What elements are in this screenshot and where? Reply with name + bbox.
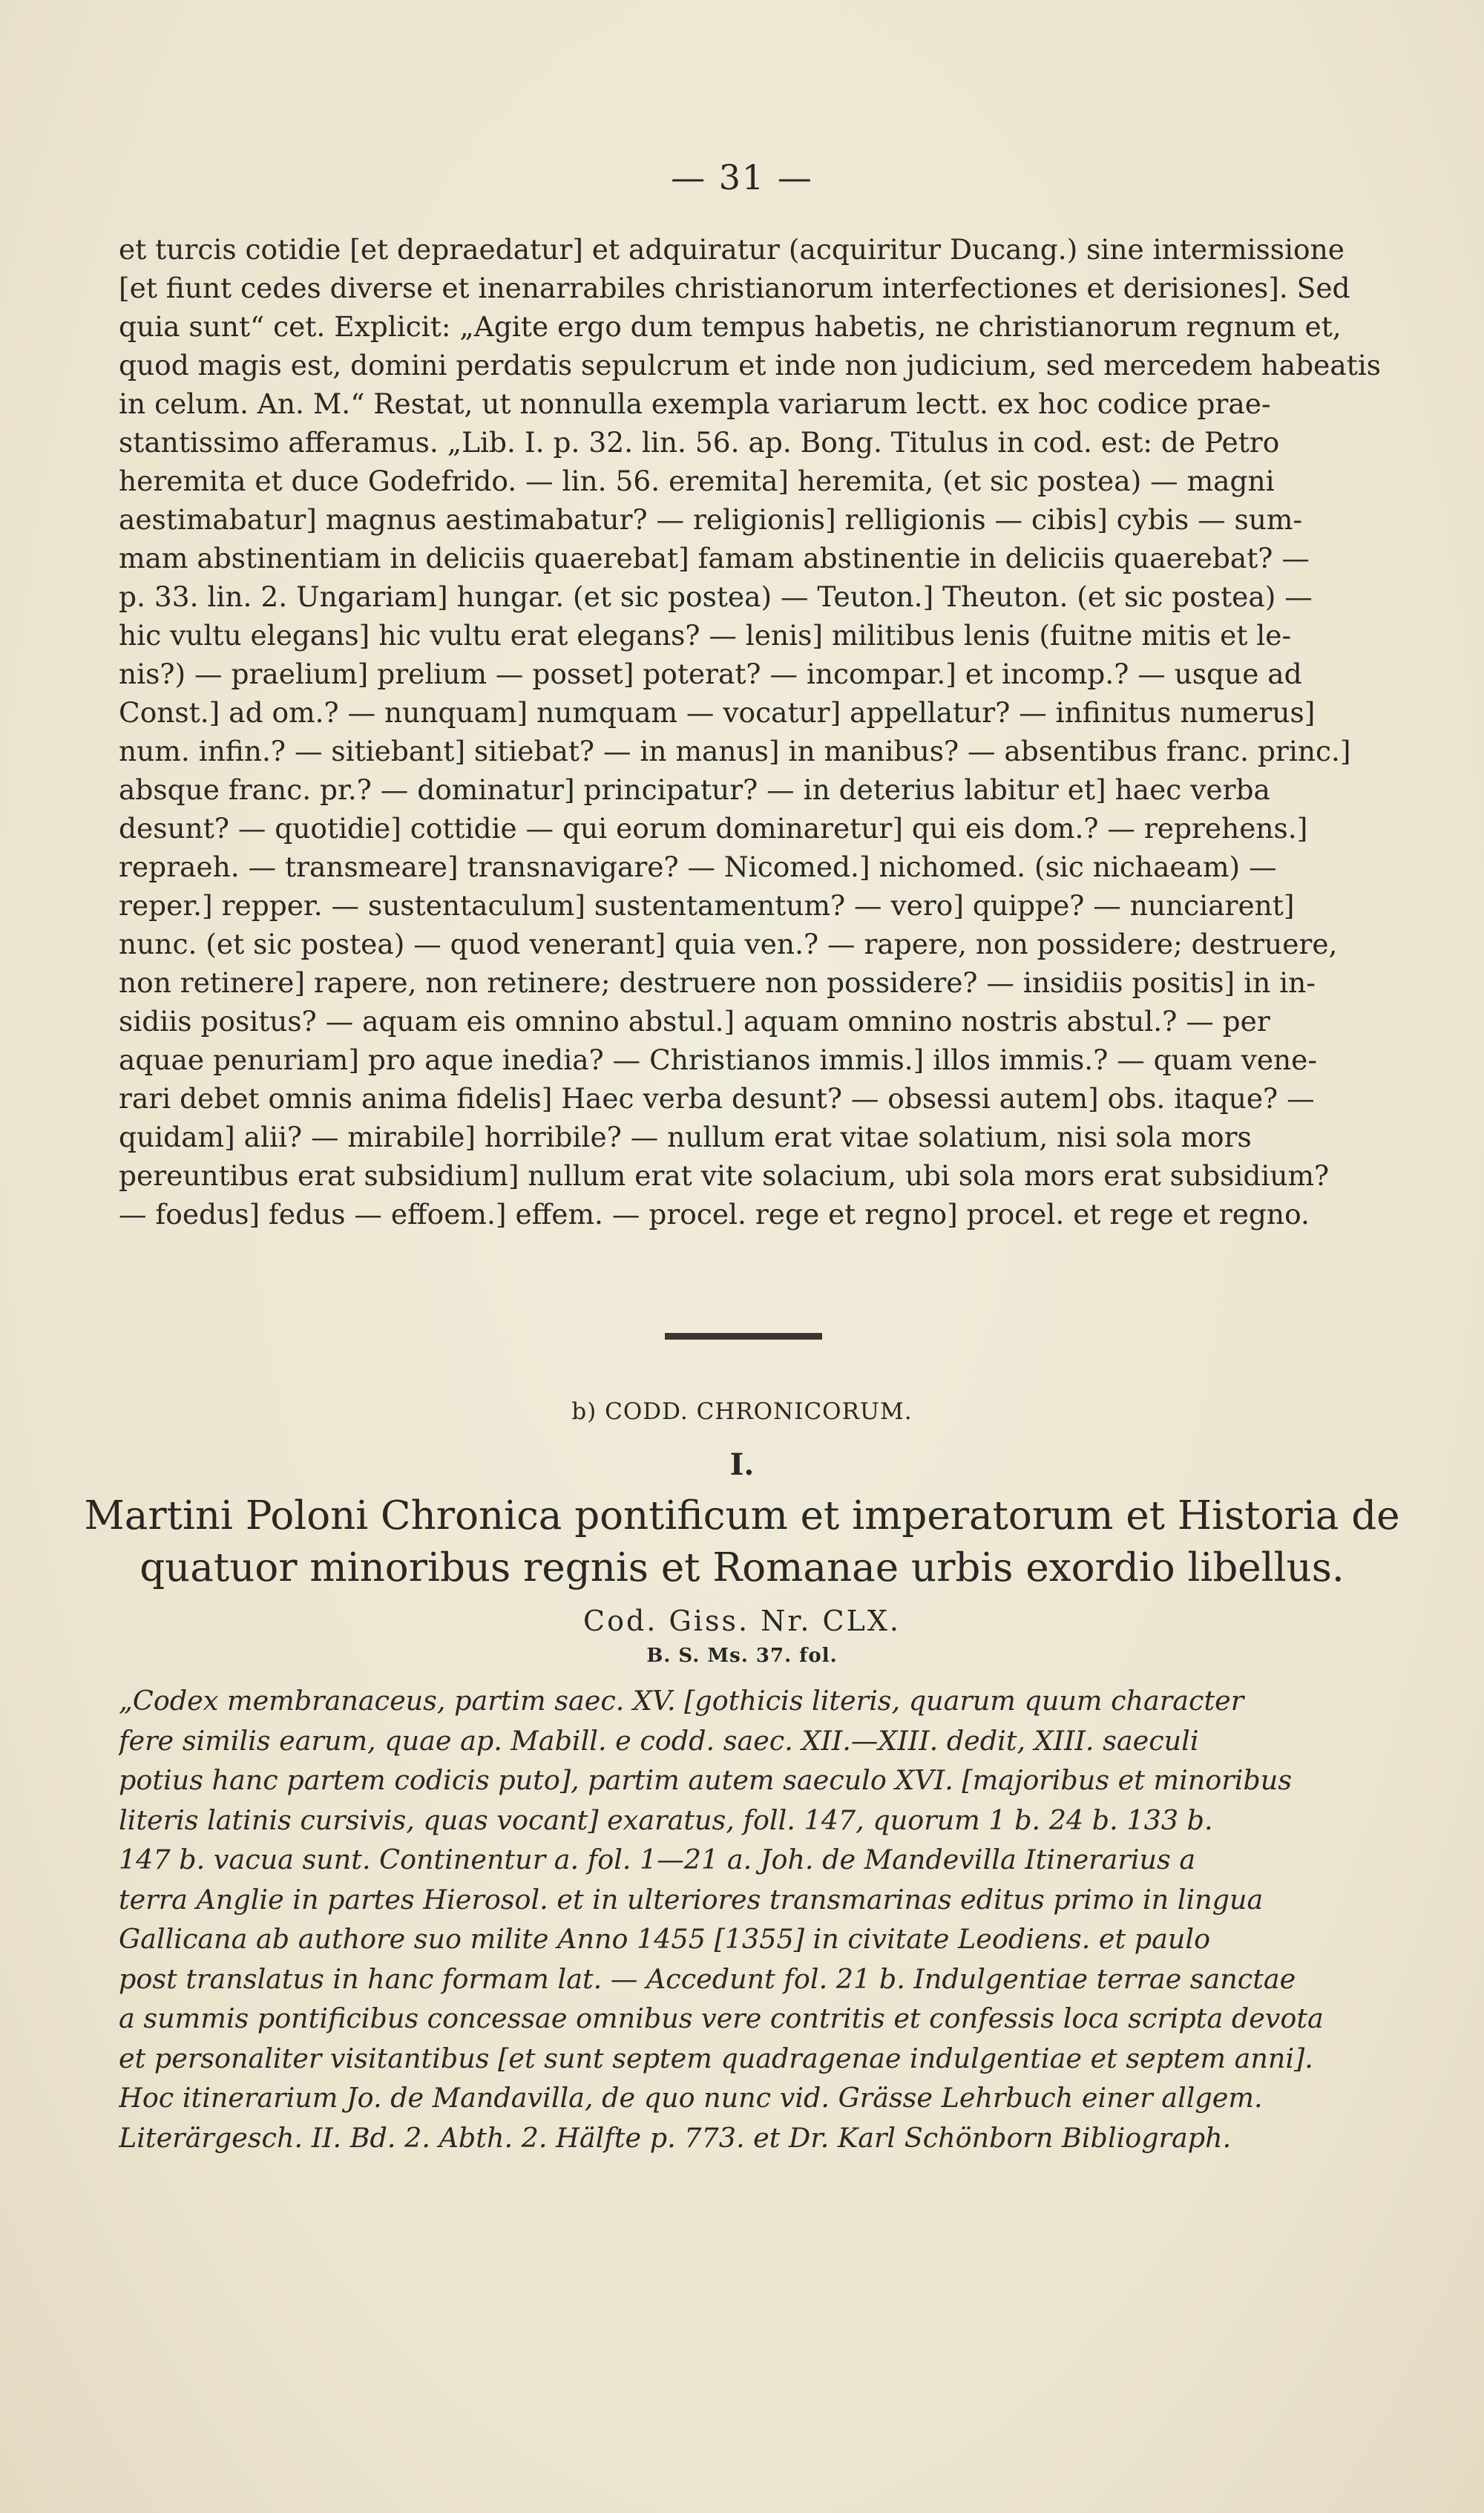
shelfmark: B. S. Ms. 37. fol. bbox=[646, 1645, 838, 1667]
text-line: rari debet omnis anima fidelis] Haec verba desunt? — obsessi autem] obs. itaque? — bbox=[119, 1082, 1315, 1115]
text-line: et turcis cotidie [et depraedatur] et adquiratur (acquiritur Ducang.) sine intermissione bbox=[119, 233, 1345, 266]
text-line: potius hanc partem codicis puto], partim autem saeculo XVI. [majoribus et minoribus bbox=[119, 1764, 1292, 1796]
text-line: „Codex membranaceus, partim saec. XV. [gothicis literis, quarum quum character bbox=[119, 1685, 1244, 1717]
title-line: Martini Poloni Chronica pontificum et imperatorum et Historia de bbox=[84, 1493, 1400, 1539]
text-line: a summis pontificibus concessae omnibus vere contritis et confessis loca scripta devota bbox=[119, 2002, 1324, 2034]
codex-label: Cod. Giss. Nr. CLX. bbox=[583, 1605, 901, 1637]
text-line: heremita et duce Godefrido. — lin. 56. eremita] heremita, (et sic postea) — magni bbox=[119, 465, 1275, 497]
section-number: I. bbox=[729, 1447, 755, 1482]
text-line: — foedus] fedus — effoem.] effem. — procel. rege et regno] procel. et rege et regno. bbox=[119, 1198, 1310, 1231]
text-line: Literärgesch. II. Bd. 2. Abth. 2. Hälfte p. 773. et Dr. Karl Schönborn Bibliograph. bbox=[119, 2121, 1232, 2154]
text-line: 147 b. vacua sunt. Continentur a. fol. 1—21 a. Joh. de Mandevilla Itinerarius a bbox=[119, 1844, 1196, 1875]
work-title bbox=[74, 1490, 1410, 1594]
text-line: Const.] ad om.? — nunquam] numquam — vocatur] appellatur? — infinitus numerus] bbox=[119, 696, 1316, 729]
text-line: quidam] alii? — mirabile] horribile? — nullum erat vitae solatium, nisi sola mors bbox=[119, 1121, 1252, 1153]
title-line: quatuor minoribus regnis et Romanae urbis exordio libellus. bbox=[139, 1545, 1345, 1590]
section-heading: b) CODD. CHRONICORUM. bbox=[571, 1398, 913, 1425]
text-line: in celum. An. M.“ Restat, ut nonnulla exempla variarum lectt. ex hoc codice prae- bbox=[119, 387, 1271, 420]
text-line: nunc. (et sic postea) — quod venerant] quia ven.? — rapere, non possidere; destruere, bbox=[119, 928, 1338, 960]
text-line: [et fiunt cedes diverse et inenarrabiles christianorum interfectiones et derisiones]. Sed bbox=[119, 272, 1350, 304]
text-line: pereuntibus erat subsidium] nullum erat vite solacium, ubi sola mors erat subsidium? bbox=[119, 1159, 1330, 1192]
text-line: fere similis earum, quae ap. Mabill. e codd. saec. XII.—XIII. dedit, XIII. saeculi bbox=[119, 1724, 1199, 1757]
text-line: hic vultu elegans] hic vultu erat elegans? — lenis] militibus lenis (fuitne mitis et le- bbox=[119, 619, 1292, 652]
text-line: terra Anglie in partes Hierosol. et in ulteriores transmarinas editus primo in lingua bbox=[119, 1883, 1264, 1916]
text-line: aestimabatur] magnus aestimabatur? — religionis] relligionis — cibis] cybis — sum- bbox=[119, 503, 1303, 536]
section-divider bbox=[665, 1333, 822, 1340]
text-line: num. infin.? — sitiebant] sitiebat? — in manus] in manibus? — absentibus franc. princ.] bbox=[119, 735, 1351, 767]
text-line: sidiis positus? — aquam eis omnino abstul.] aquam omnino nostris abstul.? — per bbox=[119, 1005, 1270, 1038]
text-line: quod magis est, domini perdatis sepulcrum et inde non judicium, sed mercedem habeatis bbox=[119, 349, 1381, 381]
text-line: Gallicana ab authore suo milite Anno 1455 [1355] in civitate Leodiens. et paulo bbox=[119, 1923, 1211, 1955]
text-line: nis?) — praelium] prelium — posset] poterat? — incompar.] et incomp.? — usque ad bbox=[119, 658, 1302, 690]
text-line: et personaliter visitantibus [et sunt septem quadragenae indulgentiae et septem anni]. bbox=[119, 2042, 1313, 2074]
codex-description bbox=[119, 1681, 1384, 2157]
text-line: absque franc. pr.? — dominatur] principatur? — in deterius labitur et] haec verba bbox=[119, 773, 1270, 806]
text-line: quia sunt“ cet. Explicit: „Agite ergo dum tempus habetis, ne christianorum regnum et, bbox=[119, 310, 1342, 343]
text-line: non retinere] rapere, non retinere; destruere non possidere? — insidiis positis] in in- bbox=[119, 966, 1316, 999]
text-line: stantissimo afferamus. „Lib. I. p. 32. lin. 56. ap. Bong. Titulus in cod. est: de Petro bbox=[119, 426, 1280, 459]
text-line: post translatus in hanc formam lat. — Accedunt fol. 21 b. Indulgentiae terrae sanctae bbox=[119, 1962, 1296, 1995]
text-line: aquae penuriam] pro aque inedia? — Christianos immis.] illos immis.? — quam vene- bbox=[119, 1043, 1318, 1076]
text-line: reper.] repper. — sustentaculum] sustentamentum? — vero] quippe? — nunciarent] bbox=[119, 889, 1295, 922]
text-line: repraeh. — transmeare] transnavigare? — Nicomed.] nichomed. (sic nichaeam) — bbox=[119, 851, 1277, 883]
text-line: literis latinis cursivis, quas vocant] exaratus, foll. 147, quorum 1 b. 24 b. 133 b. bbox=[119, 1803, 1213, 1836]
apparatus-text bbox=[119, 230, 1384, 1233]
page-number: — 31 — bbox=[671, 157, 813, 197]
text-line: mam abstinentiam in deliciis quaerebat] famam abstinentie in deliciis quaerebat? — bbox=[119, 542, 1310, 574]
text-line: desunt? — quotidie] cottidie — qui eorum dominaretur] qui eis dom.? — reprehens.] bbox=[119, 812, 1308, 845]
text-line: p. 33. lin. 2. Ungariam] hungar. (et sic postea) — Teuton.] Theuton. (et sic postea) — bbox=[119, 580, 1313, 613]
text-line: Hoc itinerarium Jo. de Mandavilla, de quo nunc vid. Grässe Lehrbuch einer allgem. bbox=[119, 2082, 1263, 2114]
